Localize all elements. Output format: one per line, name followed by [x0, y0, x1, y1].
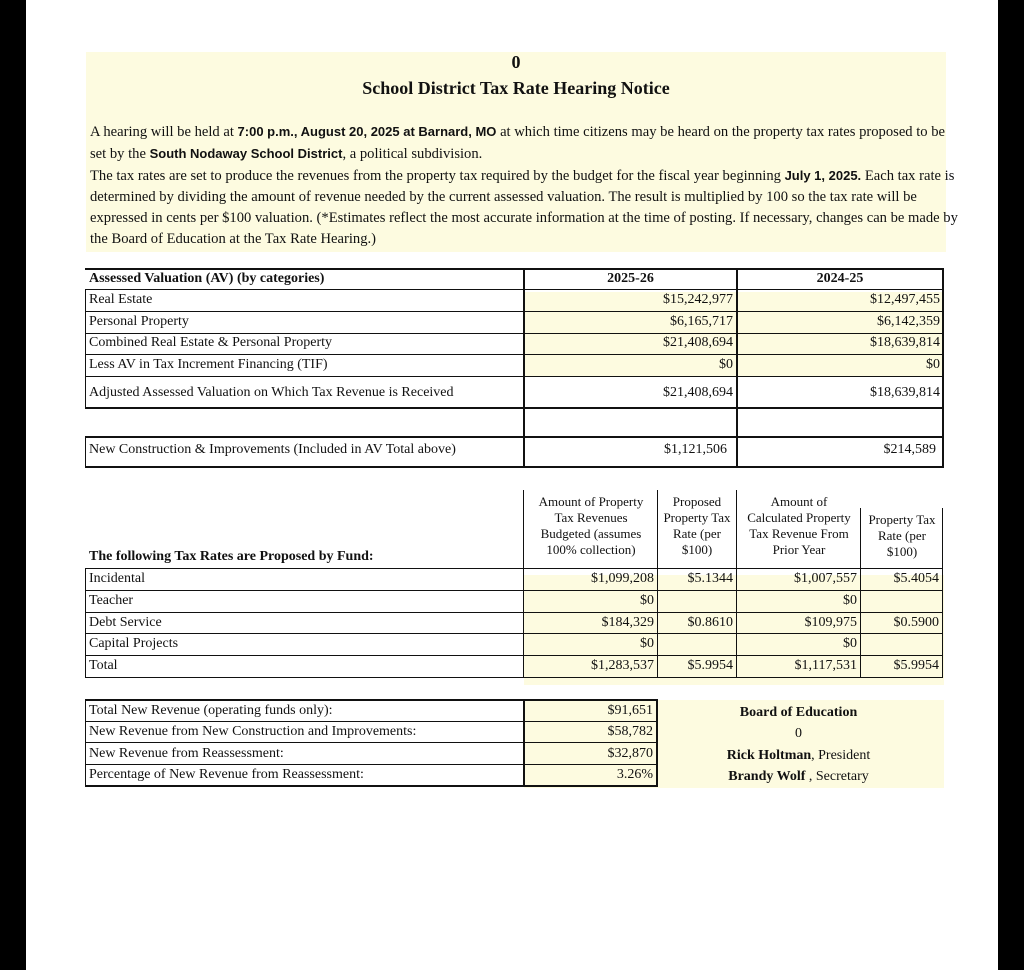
page-title: School District Tax Rate Hearing Notice [362, 78, 670, 98]
fund-total-rate: $5.9954 [687, 658, 733, 673]
intro-paragraph-1: A hearing will be held at 7:00 p.m., August 20, 2025 at Barnard, MO at which time citizens may be heard on the property tax rates proposed to be set by the South Nodaway School District, a political subdivision. [90, 124, 946, 162]
new-construction-2025: $1,121,506 [664, 442, 727, 457]
board-number: 0 [795, 726, 802, 741]
header-prior-rate: Property Tax Rate (per $100) [868, 512, 936, 559]
fund-prior-revenue: $0 [843, 636, 857, 651]
av-row-value-2025: $6,165,717 [670, 314, 733, 329]
av-col-2024: 2024-25 [816, 271, 864, 286]
board-secretary: Brandy Wolf , Secretary [728, 769, 869, 784]
fund-budget: $184,329 [601, 615, 654, 630]
av-adjusted-2024: $18,639,814 [870, 385, 940, 400]
fund-prior-revenue: $1,007,557 [794, 571, 857, 586]
fund-total-budget: $1,283,537 [591, 658, 654, 673]
revenue-value: $58,782 [607, 724, 653, 739]
fund-total-label: Total [89, 658, 118, 673]
fund-total-prior-rate: $5.9954 [893, 658, 939, 673]
revenue-value: $32,870 [607, 746, 653, 761]
board-president: Rick Holtman, President [726, 748, 871, 763]
new-construction-2024: $214,589 [883, 442, 936, 457]
fund-budget: $0 [640, 636, 654, 651]
av-row-value-2025: $0 [719, 357, 733, 372]
revenue-label: New Revenue from New Construction and Improvements: [89, 724, 417, 739]
new-construction-label: New Construction & Improvements (Included in AV Total above) [89, 442, 456, 457]
fund-rate: $5.1344 [687, 571, 733, 586]
fund-label: Capital Projects [89, 636, 179, 651]
av-row-value-2024: $6,142,359 [877, 314, 940, 329]
revenue-value: $91,651 [607, 703, 653, 718]
av-row-value-2024: $18,639,814 [870, 335, 940, 350]
header-budgeted-revenue: Amount of Property Tax Revenues Budgeted (assumes 100% collection) [538, 494, 644, 557]
fund-rate: $0.8610 [687, 615, 733, 630]
av-col-2025: 2025-26 [607, 271, 654, 286]
fund-label: Teacher [89, 593, 134, 608]
intro-paragraph-2: The tax rates are set to produce the revenues from the property tax required by the budget for the fiscal year beginning July 1, 2025. Each tax rate is determined by dividing the amount of revenue needed by the current assessed valuation. The result is multiplied by 100 so the tax rate will be expressed in cents per $100 valuation. (*Estimates reflect the most accurate information at the time of posting. If necessary, changes can be made by the Board of Education at the Tax Rate Hearing.) [90, 168, 958, 247]
av-row-label: Less AV in Tax Increment Financing (TIF) [89, 357, 328, 372]
av-row-value-2024: $0 [926, 357, 940, 372]
fund-prior-revenue: $109,975 [804, 615, 857, 630]
fund-total-prior-revenue: $1,117,531 [794, 658, 857, 673]
intro-text [90, 121, 960, 250]
revenue-label: Percentage of New Revenue from Reassessment: [89, 767, 364, 782]
av-row-label: Combined Real Estate & Personal Property [89, 335, 333, 350]
fund-budget: $1,099,208 [591, 571, 654, 586]
av-row-value-2025: $21,408,694 [663, 335, 733, 350]
av-row-label: Real Estate [89, 292, 153, 307]
revenue-value: 3.26% [616, 767, 653, 782]
notice-number: 0 [511, 52, 521, 72]
av-adjusted-2025: $21,408,694 [663, 385, 733, 400]
fund-prior-rate: $5.4054 [893, 571, 939, 586]
av-row-value-2025: $15,242,977 [663, 292, 733, 307]
av-row-label: Personal Property [89, 314, 189, 329]
fund-prior-rate: $0.5900 [893, 615, 939, 630]
rates-table-title: The following Tax Rates are Proposed by Fund: [89, 549, 374, 564]
fund-label: Debt Service [89, 615, 162, 630]
av-table-title: Assessed Valuation (AV) (by categories) [89, 271, 325, 286]
fund-label: Incidental [89, 571, 145, 586]
revenue-label: Total New Revenue (operating funds only): [89, 703, 333, 718]
av-row-value-2024: $12,497,455 [870, 292, 940, 307]
av-adjusted-label: Adjusted Assessed Valuation on Which Tax Revenue is Received [89, 385, 454, 400]
header-prior-revenue: Amount of Calculated Property Tax Revenue From Prior Year [747, 494, 851, 557]
fund-prior-revenue: $0 [843, 593, 857, 608]
fund-budget: $0 [640, 593, 654, 608]
board-title: Board of Education [739, 705, 858, 720]
revenue-label: New Revenue from Reassessment: [89, 746, 284, 761]
header-proposed-rate: Proposed Property Tax Rate (per $100) [663, 494, 731, 557]
notice-page [26, 0, 998, 970]
hearing-time-place: 7:00 p.m., August 20, 2025 at Barnard, MO [237, 124, 497, 139]
district-name: South Nodaway School District [149, 146, 343, 161]
fiscal-year-date: July 1, 2025. [784, 168, 862, 183]
